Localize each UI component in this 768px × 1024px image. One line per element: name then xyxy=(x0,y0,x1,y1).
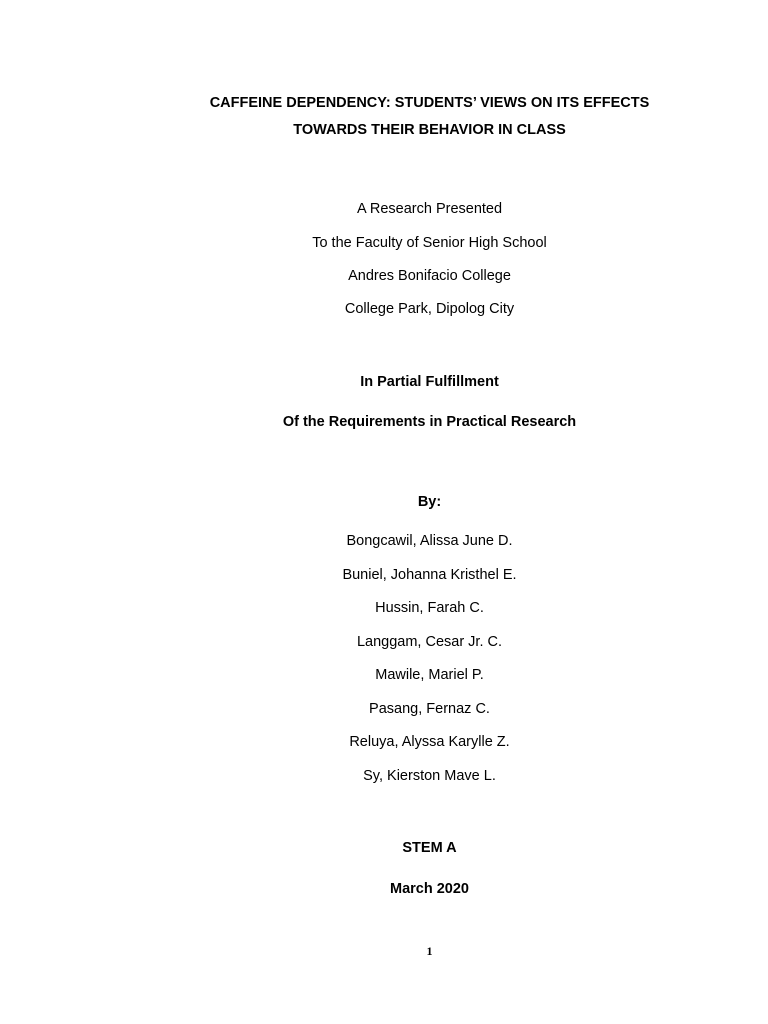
author-name: Bongcawil, Alissa June D. xyxy=(346,533,513,549)
author-name: Buniel, Johanna Kristhel E. xyxy=(342,567,517,583)
author-name: Pasang, Fernaz C. xyxy=(369,701,490,717)
fulfillment-line-1: In Partial Fulfillment xyxy=(360,374,499,390)
fulfillment-line-2: Of the Requirements in Practical Research xyxy=(282,414,577,430)
author-name: Langgam, Cesar Jr. C. xyxy=(356,634,503,650)
title-line-1: CAFFEINE DEPENDENCY: STUDENTS’ VIEWS ON ITS EFFECTS xyxy=(209,95,650,111)
page-number: 1 xyxy=(426,944,433,958)
author-name: Sy, Kierston Mave L. xyxy=(363,768,496,784)
title-line-2: TOWARDS THEIR BEHAVIOR IN CLASS xyxy=(293,122,566,138)
strand-label: STEM A xyxy=(402,840,457,856)
date-label: March 2020 xyxy=(390,881,469,897)
college-line: Andres Bonifacio College xyxy=(348,268,511,284)
author-name: Hussin, Farah C. xyxy=(375,600,484,616)
author-name: Reluya, Alyssa Karylle Z. xyxy=(349,734,510,750)
author-name: Mawile, Mariel P. xyxy=(375,667,484,683)
authors-heading: By: xyxy=(417,494,442,510)
location-line: College Park, Dipolog City xyxy=(344,301,515,317)
presented-line: A Research Presented xyxy=(356,201,503,217)
faculty-line: To the Faculty of Senior High School xyxy=(312,235,547,251)
